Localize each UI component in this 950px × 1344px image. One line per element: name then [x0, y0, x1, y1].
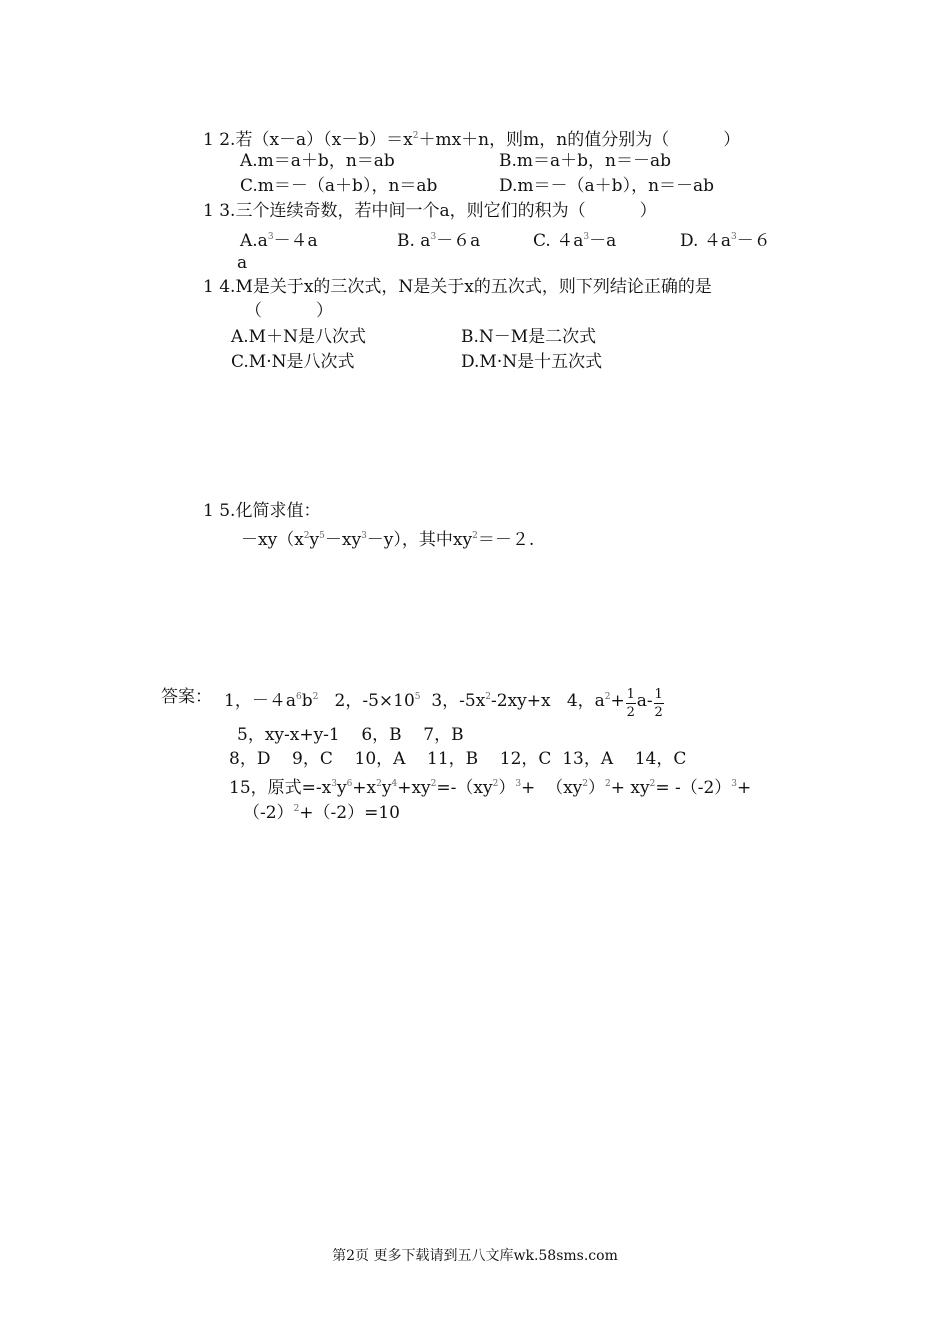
q14-answer-paren: （ ） — [245, 301, 334, 321]
q15-expression: $-xy(x^2y^5-xy^3-y)$，其中$xy^2=-2$. — [241, 530, 535, 550]
answers-line-5: $(-2)^2+(-2)=10$ — [243, 803, 400, 823]
answers-label: 答案： — [161, 687, 212, 707]
q12-option-a: A.m＝a＋b，n＝ab — [240, 151, 395, 171]
q14-stem: 1 4.M是关于x的三次式，N是关于x的五次式，则下列结论正确的是 — [203, 277, 712, 297]
fraction-one-half: $\frac{1}{2}$ — [626, 687, 635, 720]
q13-option-a: $A.a^3-4a$ — [240, 231, 318, 251]
q13-option-c: C. $4a^3-a$ — [533, 231, 617, 251]
q14-option-d: D.M·N是十五次式 — [461, 352, 603, 372]
q15-stem: 1 5.化简求值： — [203, 501, 321, 521]
page-footer: 第2页 更多下载请到五八文库wk.58sms.com — [332, 1248, 618, 1264]
answers-line-3: 8，D 9，C 10，A 11，B 12，C 13，A 14，C — [229, 749, 687, 769]
q13-stem: 1 3.三个连续奇数，若中间一个a，则它们的积为（ ） — [203, 201, 657, 221]
q12-option-c: C.m＝－（a＋b），n＝ab — [240, 176, 438, 196]
fraction-one-half: $\frac{1}{2}$ — [654, 687, 663, 720]
q12-stem: 1 2.若$(x-a)(x-b)=x^2+mx+n$，则m，n的值分别为（ ） — [203, 130, 741, 150]
q12-option-b: B.m＝a＋b，n＝－ab — [499, 151, 672, 171]
q13-option-d: D. $4a^3-6$ — [680, 231, 771, 251]
q13-option-b: B. $a^3-6a$ — [397, 231, 481, 251]
q14-option-c: C.M·N是八次式 — [231, 352, 355, 372]
q14-option-b: B.N－M是二次式 — [461, 327, 597, 347]
answers-line-1: 1，$-4a^6b^2$ 2，$-5\times 10^5$ 3，$-5x^2-2xy+x$ 4，$a^2+$ $\frac{1}{2}$ a- $\frac{1}{2}$ — [224, 687, 663, 720]
q12-option-d: D.m＝－（a＋b），n＝－ab — [499, 176, 715, 196]
fraction-bar — [626, 703, 636, 704]
q14-option-a: A.M＋N是八次式 — [231, 327, 366, 347]
fraction-bar — [654, 703, 664, 704]
q13-option-d-wrap: a — [237, 253, 248, 273]
answers-line-4: 15，原式$=-x^3y^6+x^2y^4+xy^2=-(xy^2)^3+ (xy^2)^2+ xy^2= -(-2)^3+$ — [229, 778, 752, 798]
answers-line-2: 5，xy-x+y-1 6，B 7，B — [237, 725, 464, 745]
